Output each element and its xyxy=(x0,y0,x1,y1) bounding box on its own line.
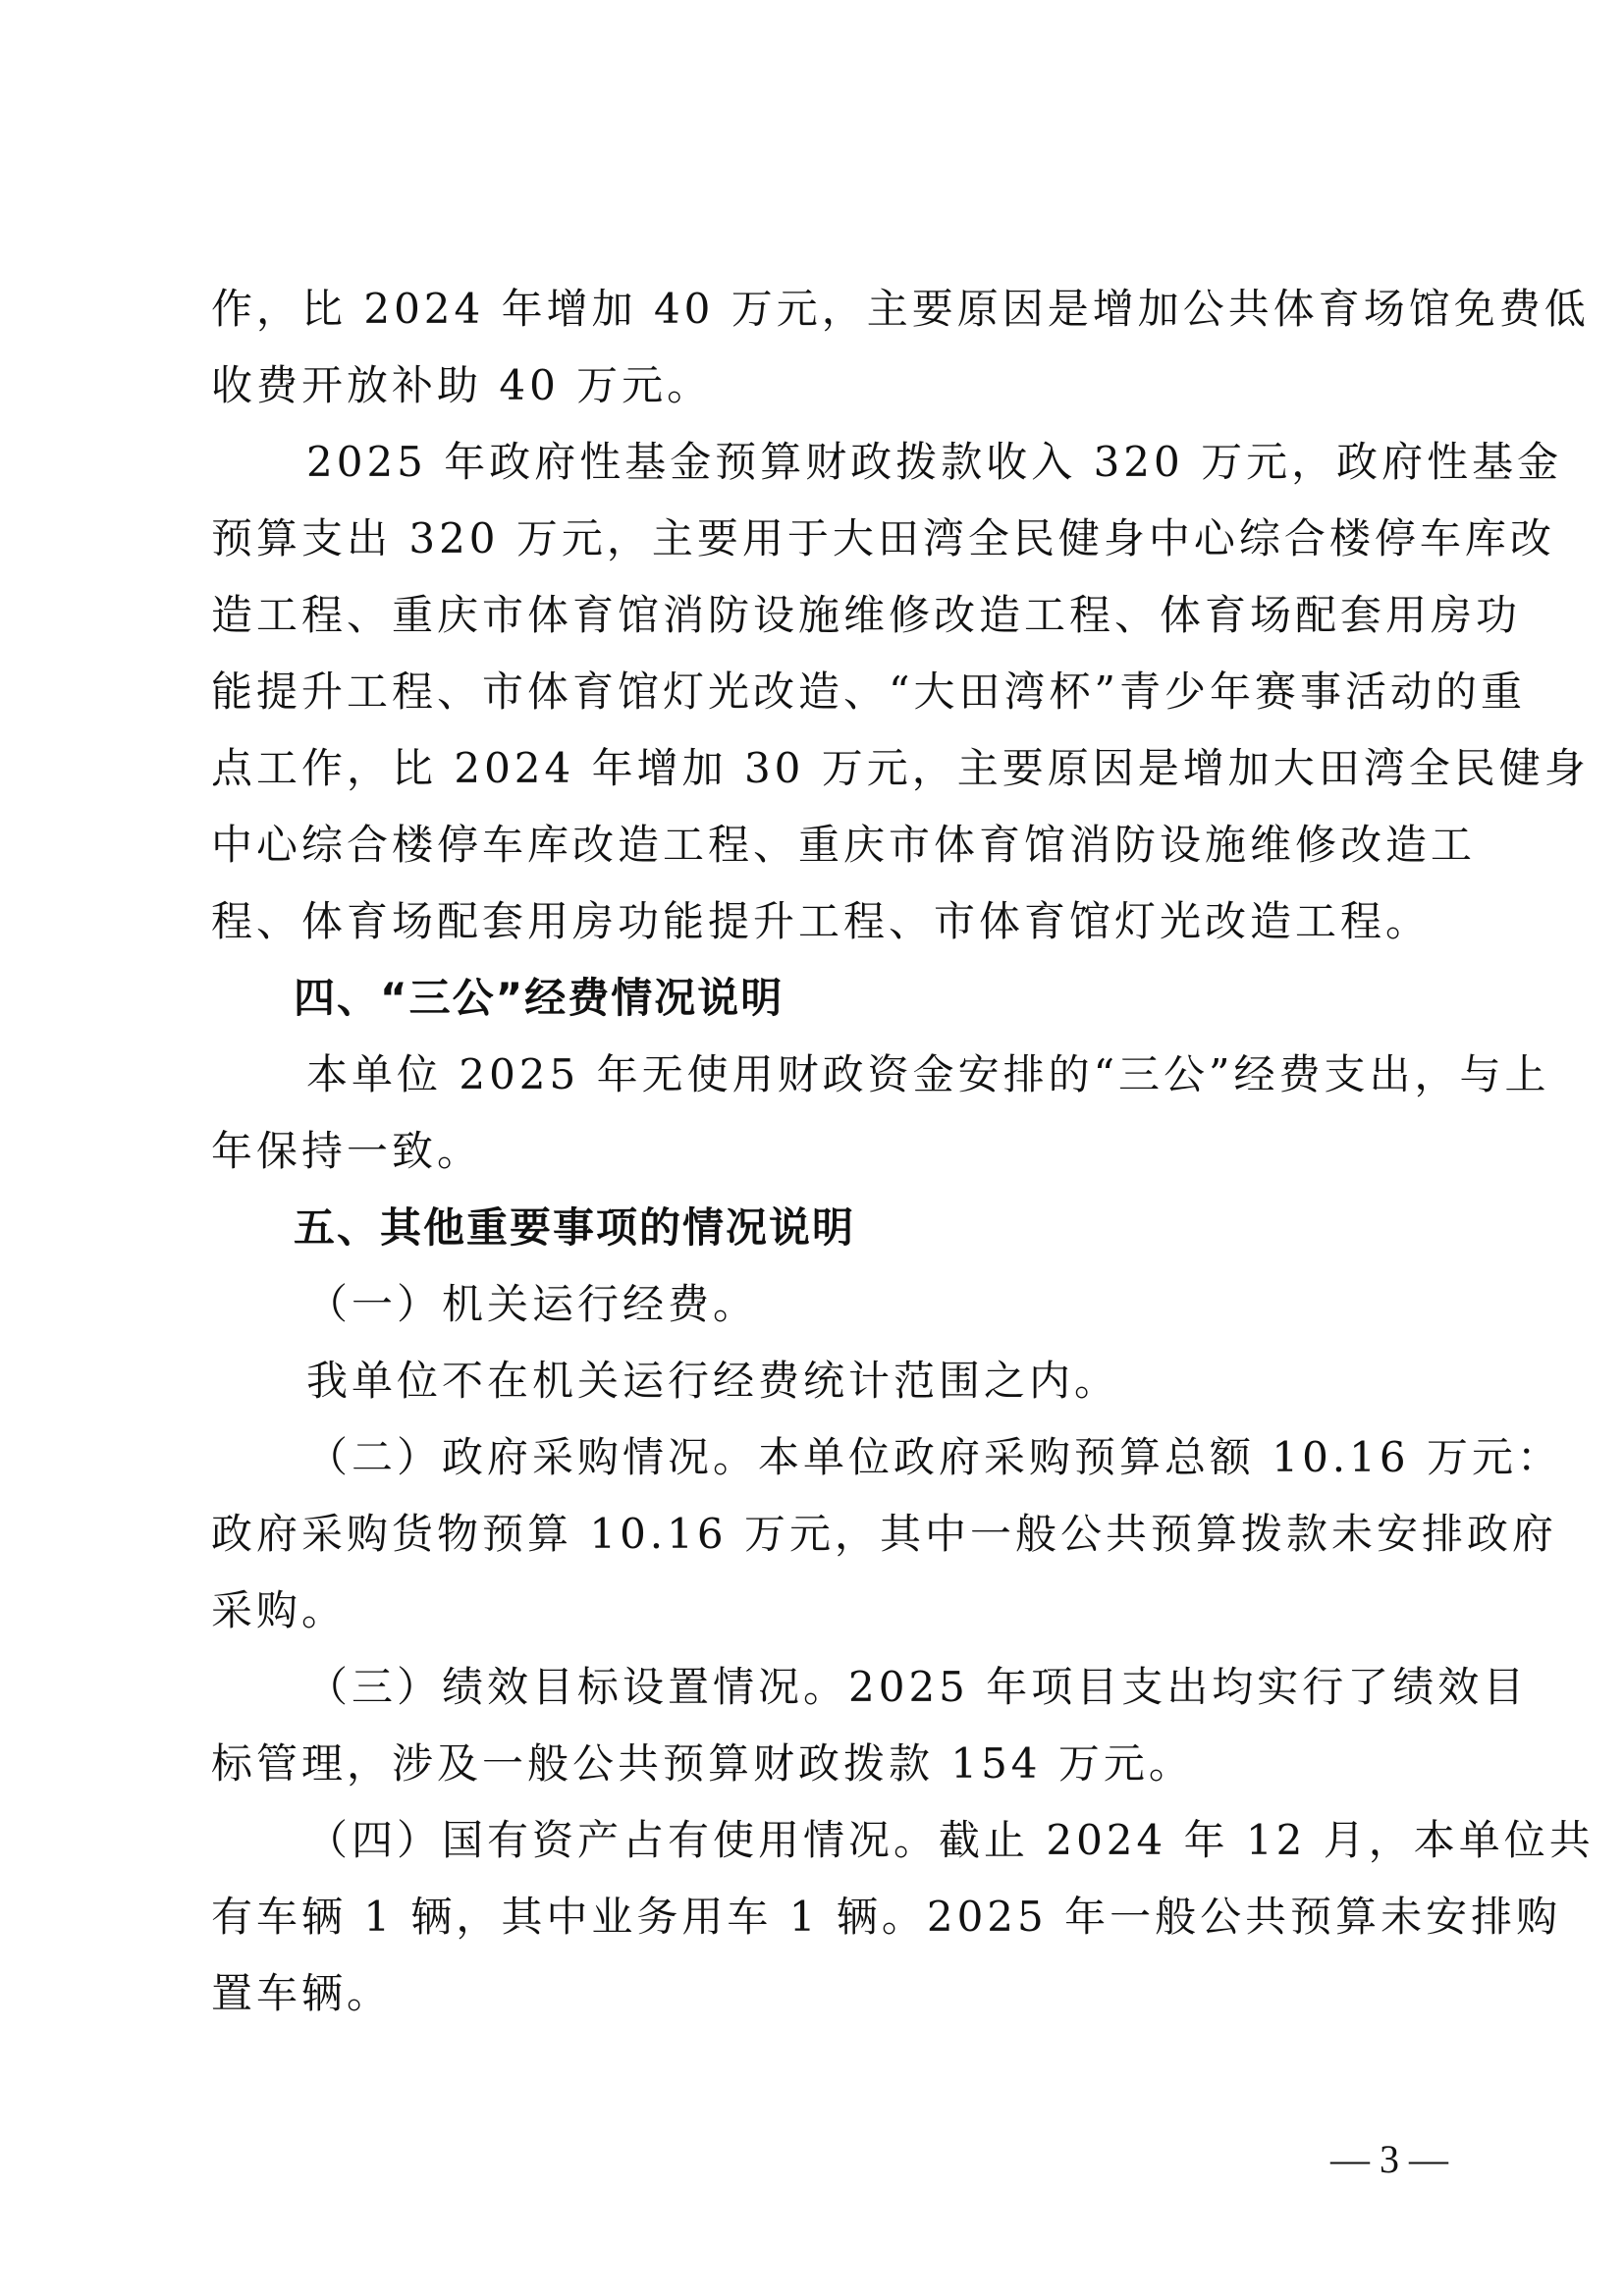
text-line: 2025 年政府性基金预算财政拨款收入 320 万元，政府性基金 xyxy=(306,438,1563,486)
section-heading-other-matters: 五、其他重要事项的情况说明 xyxy=(294,1203,856,1252)
text-line: 中心综合楼停车库改造工程、重庆市体育馆消防设施维修改造工 xyxy=(211,821,1477,869)
text-line: （一）机关运行经费。 xyxy=(306,1280,759,1328)
text-line: 收费开放补助 40 万元。 xyxy=(211,361,713,409)
subheading-agency-operating-costs xyxy=(211,1266,1451,1343)
document-body xyxy=(211,271,1595,2032)
text-line: 作，比 2024 年增加 40 万元，主要原因是增加公共体育场馆免费低 xyxy=(211,285,1590,333)
text-line: 预算支出 320 万元，主要用于大田湾全民健身中心综合楼停车库改 xyxy=(211,514,1555,562)
text-line: 政府采购货物预算 10.16 万元，其中一般公共预算拨款未安排政府 xyxy=(211,1510,1557,1558)
paragraph-agency-operating-costs xyxy=(211,1343,1451,1419)
text-line: 置车辆。 xyxy=(211,1969,393,2017)
text-line: 能提升工程、市体育馆灯光改造、“大田湾杯”青少年赛事活动的重 xyxy=(211,667,1526,716)
text-line: 我单位不在机关运行经费统计范围之内。 xyxy=(306,1357,1120,1405)
paragraph-state-assets xyxy=(211,1802,1595,2032)
text-line: 程、体育场配套用房功能提升工程、市体育馆灯光改造工程。 xyxy=(211,897,1432,945)
page-number: — 3 — xyxy=(1330,2137,1448,2181)
text-line: 点工作，比 2024 年增加 30 万元，主要原因是增加大田湾全民健身 xyxy=(211,744,1590,792)
paragraph-performance-targets xyxy=(211,1649,1529,1802)
text-line: 年保持一致。 xyxy=(211,1127,483,1175)
paragraph-continuation-revenue xyxy=(211,271,1590,424)
text-line: （二）政府采购情况。本单位政府采购预算总额 10.16 万元： xyxy=(306,1433,1562,1481)
text-line: 造工程、重庆市体育馆消防设施维修改造工程、体育场配套用房功 xyxy=(211,591,1522,639)
text-line: （三）绩效目标设置情况。2025 年项目支出均实行了绩效目 xyxy=(306,1663,1529,1711)
text-line: 有车辆 1 辆，其中业务用车 1 辆。2025 年一般公共预算未安排购 xyxy=(211,1893,1562,1941)
text-line: 采购。 xyxy=(211,1586,348,1634)
paragraph-government-procurement xyxy=(211,1419,1562,1649)
section-heading-three-public-expenses: 四、“三公”经费情况说明 xyxy=(294,974,785,1022)
text-line: 本单位 2025 年无使用财政资金安排的“三公”经费支出，与上 xyxy=(306,1050,1550,1098)
text-line: 标管理，涉及一般公共预算财政拨款 154 万元。 xyxy=(211,1739,1194,1788)
paragraph-three-public-expenses xyxy=(211,1037,1550,1190)
text-line: （四）国有资产占有使用情况。截止 2024 年 12 月，本单位共 xyxy=(306,1816,1595,1864)
paragraph-government-fund-budget xyxy=(211,424,1590,960)
